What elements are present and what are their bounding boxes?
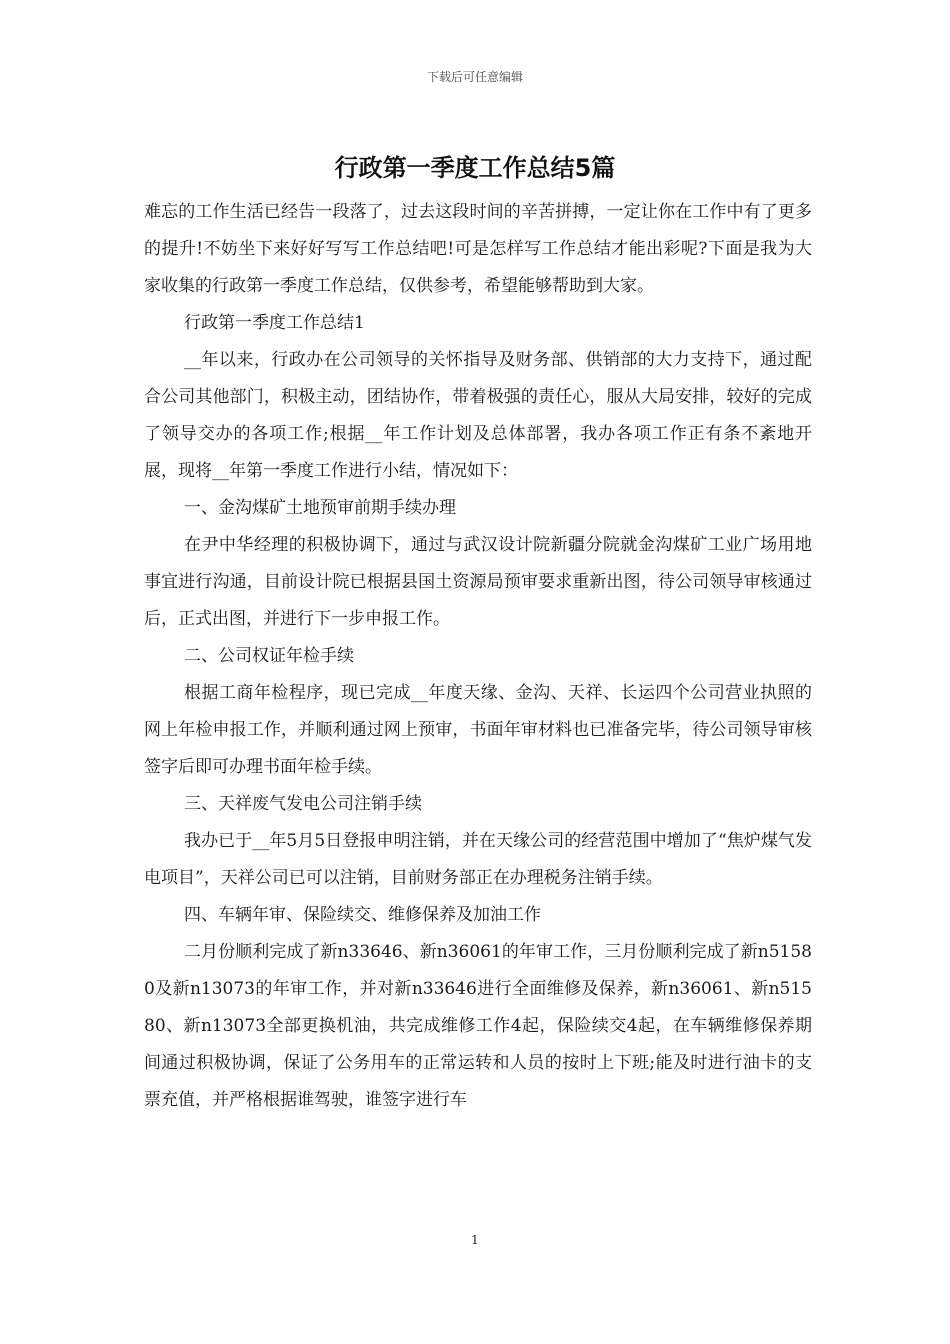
paragraph: 二月份顺利完成了新n33646、新n36061的年审工作，三月份顺利完成了新n51580及新n13073的年审工作，并对新n33646进行全面维修及保养，新n36061、新n51580、新n13073全部更换机油，共完成维修工作4起，保险续交4起，在车辆维修保养期间通过积极协调，保证了公务用车的正常运转和人员的按时上下班;能及时进行油卡的支票充值，并严格根据谁驾驶，谁签字进行车 bbox=[144, 942, 812, 1110]
header-note: 下载后可任意编辑 bbox=[426, 70, 523, 84]
document-title: 行政第一季度工作总结5篇 bbox=[334, 154, 616, 182]
paragraph: 根据工商年检程序，现已完成__年度天缘、金沟、天祥、长运四个公司营业执照的网上年检申报工作，并顺利通过网上预审，书面年审材料也已准备完毕，待公司领导审核签字后即可办理书面年检手续。 bbox=[144, 683, 812, 777]
paragraph: 在尹中华经理的积极协调下，通过与武汉设计院新疆分院就金沟煤矿工业广场用地事宜进行沟通，目前设计院已根据县国土资源局预审要求重新出图，待公司领导审核通过后，正式出图，并进行下一步申报工作。 bbox=[144, 535, 812, 629]
document-body bbox=[144, 194, 812, 1119]
paragraph: 我办已于__年5月5日登报申明注销，并在天缘公司的经营范围中增加了“焦炉煤气发电项目”，天祥公司已可以注销，目前财务部正在办理税务注销手续。 bbox=[144, 831, 812, 888]
page-number: 1 bbox=[471, 1233, 479, 1247]
paragraph: 难忘的工作生活已经告一段落了，过去这段时间的辛苦拼搏，一定让你在工作中有了更多的提升!不妨坐下来好好写写工作总结吧!可是怎样写工作总结才能出彩呢?下面是我为大家收集的行政第一季度工作总结，仅供参考，希望能够帮助到大家。 bbox=[144, 202, 812, 296]
paragraph: 一、金沟煤矿土地预审前期手续办理 bbox=[184, 498, 456, 518]
paragraph: __年以来，行政办在公司领导的关怀指导及财务部、供销部的大力支持下，通过配合公司其他部门，积极主动，团结协作，带着极强的责任心，服从大局安排，较好的完成了领导交办的各项工作;根据__年工作计划及总体部署，我办各项工作正有条不紊地开展，现将__年第一季度工作进行小结，情况如下： bbox=[144, 350, 812, 481]
paragraph: 四、车辆年审、保险续交、维修保养及加油工作 bbox=[184, 905, 541, 925]
paragraph: 三、天祥废气发电公司注销手续 bbox=[184, 794, 422, 814]
paragraph: 二、公司权证年检手续 bbox=[184, 646, 354, 666]
paragraph: 行政第一季度工作总结1 bbox=[184, 313, 365, 333]
